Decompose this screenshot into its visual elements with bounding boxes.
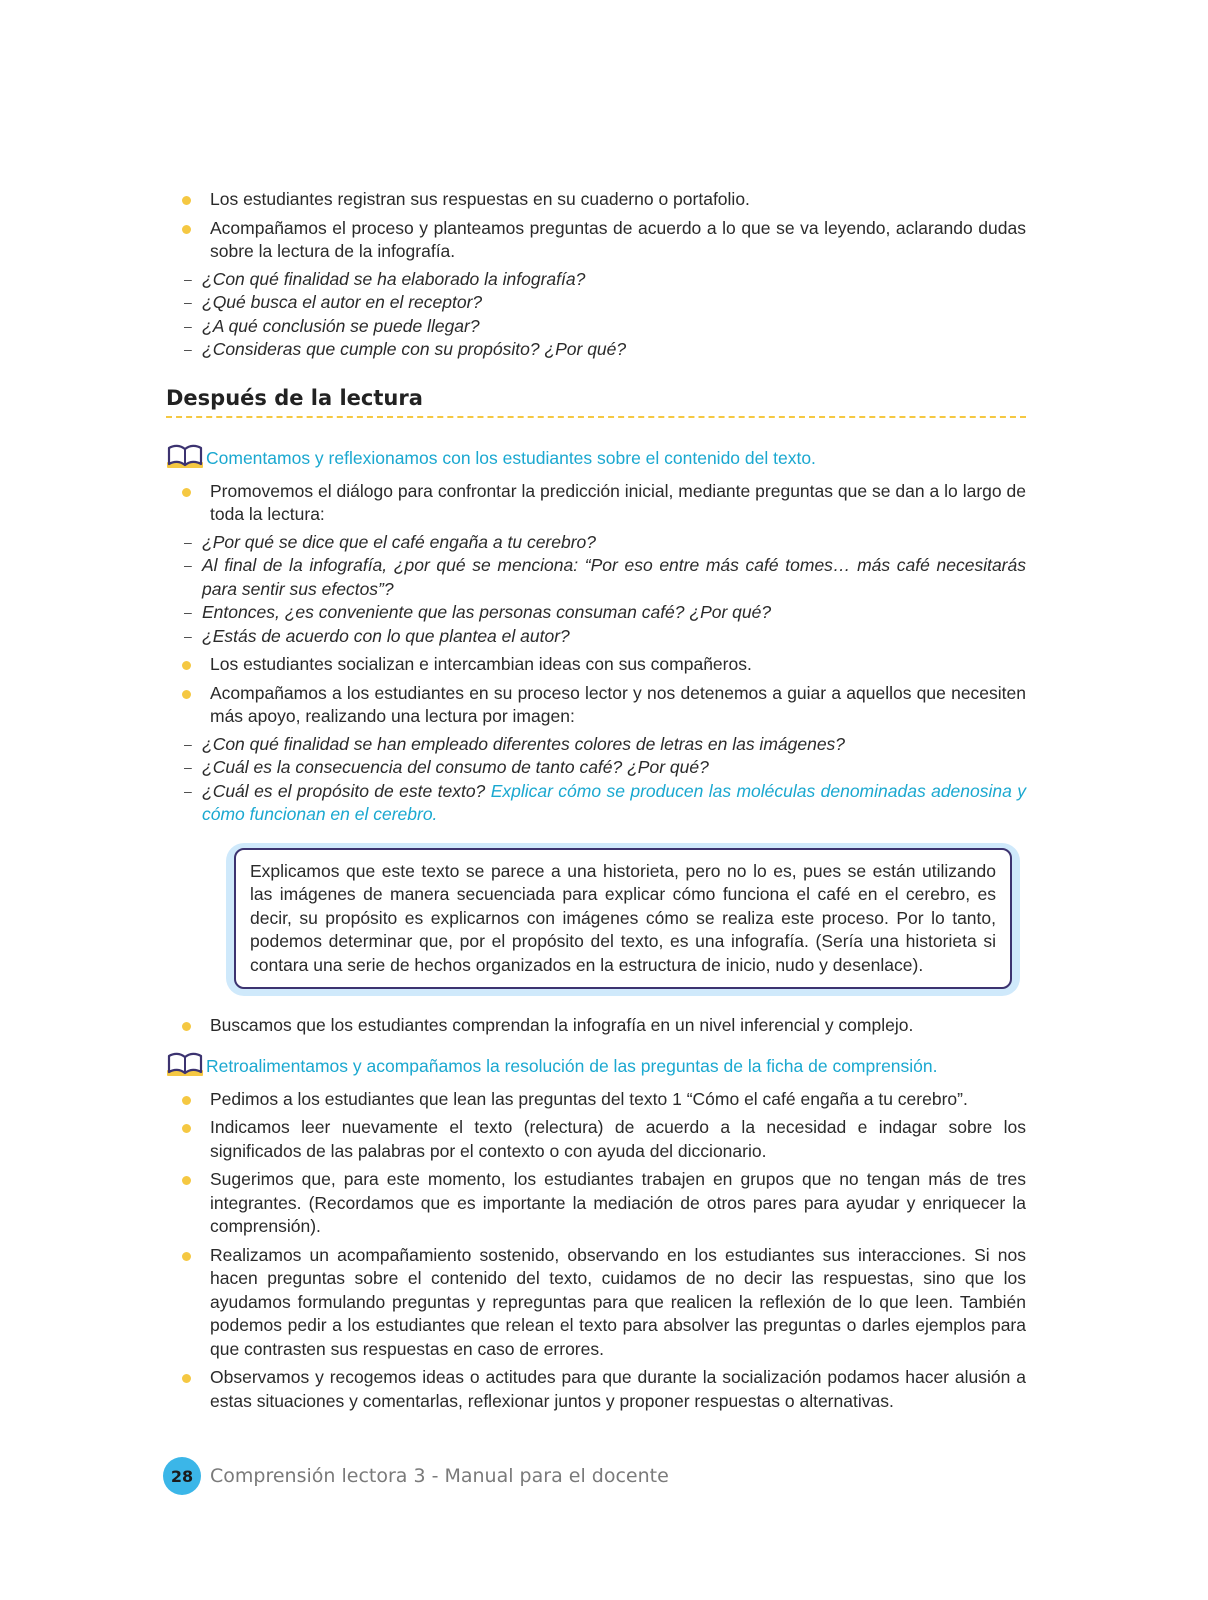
dash-icon: – bbox=[184, 782, 192, 799]
bullet-text: Acompañamos el proceso y planteamos preguntas de acuerdo a lo que se va leyendo, aclarando dudas sobre la lectura de la infografía. bbox=[210, 217, 1026, 261]
question-text: ¿Cuál es el propósito de este texto? bbox=[202, 780, 486, 801]
bullet-text: Realizamos un acompañamiento sostenido, observando en los estudiantes sus interacciones. Si nos hacen preguntas sobre el contenido del texto, cuidamos de no decir las respuestas, sino que los ayudamos formulando preguntas y repreguntas para que realicen la reflexión de lo que leen. También podemos pedir a los estudiantes que relean el texto para absolver las preguntas o darles ejemplos para que contrasten sus respuestas en caso de errores. bbox=[210, 1244, 1026, 1359]
bullet-list-after-callout bbox=[166, 1014, 1026, 1038]
bullet-list-1 bbox=[166, 480, 1026, 827]
intro-line-2 bbox=[166, 1052, 1026, 1078]
question-item bbox=[184, 625, 1026, 649]
list-item bbox=[166, 1088, 1026, 1112]
intro-text: Comentamos y reflexionamos con los estudiantes sobre el contenido del texto. bbox=[206, 447, 816, 468]
list-item bbox=[166, 1168, 1026, 1239]
question-list bbox=[184, 268, 1026, 362]
question-item bbox=[184, 756, 1026, 780]
dash-icon: – bbox=[184, 317, 192, 334]
list-item bbox=[166, 1244, 1026, 1362]
bullet-text: Los estudiantes registran sus respuestas en su cuaderno o portafolio. bbox=[210, 189, 750, 209]
question-text: ¿Con qué finalidad se ha elaborado la infografía? bbox=[202, 268, 586, 289]
dash-icon: – bbox=[184, 557, 192, 573]
dash-icon: – bbox=[184, 735, 192, 752]
question-item bbox=[184, 601, 1026, 625]
dash-icon: – bbox=[184, 759, 192, 775]
question-text: ¿Con qué finalidad se han empleado diferentes colores de letras en las imágenes? bbox=[202, 733, 846, 754]
answer-text: Explicar cómo se producen las moléculas denominadas adenosina y cómo funcionan en el cerebro. bbox=[202, 780, 1026, 824]
dash-icon: – bbox=[184, 627, 192, 644]
bullet-dot-icon bbox=[182, 1022, 191, 1031]
dash-icon: – bbox=[184, 533, 192, 550]
question-text: ¿Qué busca el autor en el receptor? bbox=[202, 292, 483, 312]
list-item bbox=[166, 682, 1026, 827]
question-text: ¿Cuál es la consecuencia del consumo de tanto café? ¿Por qué? bbox=[202, 757, 709, 777]
intro-line-1 bbox=[166, 444, 1026, 470]
open-book-icon bbox=[166, 1052, 204, 1078]
bullet-text: Los estudiantes socializan e intercambian ideas con sus compañeros. bbox=[210, 654, 752, 674]
list-item bbox=[166, 1366, 1026, 1413]
question-item bbox=[184, 780, 1026, 827]
bullet-text: Indicamos leer nuevamente el texto (relectura) de acuerdo a la necesidad e indagar sobre los significados de las palabras por el contexto o con ayuda del diccionario. bbox=[210, 1117, 1026, 1161]
question-text: Al final de la infografía, ¿por qué se menciona: “Por eso entre más café tomes… más café necesitarás para sentir sus efectos”? bbox=[202, 555, 1026, 599]
bullet-dot-icon bbox=[182, 1096, 191, 1105]
top-bullet-list bbox=[166, 188, 1026, 362]
question-item bbox=[184, 315, 1026, 339]
question-item bbox=[184, 531, 1026, 555]
list-item bbox=[166, 188, 1026, 212]
bullet-text: Observamos y recogemos ideas o actitudes para que durante la socialización podamos hacer alusión a estas situaciones y comentarlas, reflexionar juntos y proponer respuestas o alternativas. bbox=[210, 1367, 1026, 1411]
bullet-text: Pedimos a los estudiantes que lean las preguntas del texto 1 “Cómo el café engaña a tu cerebro”. bbox=[210, 1088, 968, 1109]
question-list bbox=[184, 531, 1026, 649]
bullet-text: Sugerimos que, para este momento, los estudiantes trabajen en grupos que no tengan más de tres integrantes. (Recordamos que es importante la mediación de otros pares para ayudar y enriquecer la comprensión). bbox=[210, 1169, 1026, 1236]
bullet-text: Acompañamos a los estudiantes en su proceso lector y nos detenemos a guiar a aquellos que necesiten más apoyo, realizando una lectura por imagen: bbox=[210, 682, 1026, 726]
bullet-text: Buscamos que los estudiantes comprendan la infografía en un nivel inferencial y complejo. bbox=[210, 1015, 914, 1035]
question-item bbox=[184, 268, 1026, 292]
bullet-dot-icon bbox=[182, 488, 191, 497]
list-item bbox=[166, 653, 1026, 677]
page-footer bbox=[163, 1457, 669, 1495]
dash-icon: – bbox=[184, 270, 192, 287]
bullet-dot-icon bbox=[182, 196, 191, 205]
bullet-dot-icon bbox=[182, 1176, 191, 1185]
list-item bbox=[166, 1014, 1026, 1038]
bullet-list-2 bbox=[166, 1088, 1026, 1414]
question-item bbox=[184, 338, 1026, 362]
bullet-dot-icon bbox=[182, 661, 191, 670]
page-content bbox=[166, 188, 1026, 1418]
dash-icon: – bbox=[184, 294, 192, 310]
bullet-dot-icon bbox=[182, 690, 191, 699]
question-text: Entonces, ¿es conveniente que las personas consuman café? ¿Por qué? bbox=[202, 602, 772, 622]
bullet-dot-icon bbox=[182, 1252, 191, 1261]
list-item bbox=[166, 217, 1026, 362]
question-text: ¿Por qué se dice que el café engaña a tu cerebro? bbox=[202, 531, 597, 552]
bullet-dot-icon bbox=[182, 1124, 191, 1133]
question-text: ¿Estás de acuerdo con lo que plantea el autor? bbox=[202, 625, 570, 646]
callout-box bbox=[226, 843, 1020, 997]
footer-title: Comprensión lectora 3 - Manual para el docente bbox=[210, 1465, 669, 1487]
section-title: Después de la lectura bbox=[166, 385, 423, 410]
dash-icon: – bbox=[184, 341, 192, 357]
list-item bbox=[166, 480, 1026, 649]
list-item bbox=[166, 1116, 1026, 1163]
section-divider bbox=[166, 416, 1026, 418]
bullet-dot-icon bbox=[182, 225, 191, 234]
intro-text: Retroalimentamos y acompañamos la resolución de las preguntas de la ficha de comprensión. bbox=[206, 1055, 938, 1076]
question-text: ¿Consideras que cumple con su propósito? ¿Por qué? bbox=[202, 339, 627, 359]
open-book-icon bbox=[166, 444, 204, 470]
page-number-badge: 28 bbox=[163, 1457, 201, 1495]
bullet-text: Promovemos el diálogo para confrontar la predicción inicial, mediante preguntas que se dan a lo largo de toda la lectura: bbox=[210, 480, 1026, 524]
dash-icon: – bbox=[184, 604, 192, 620]
callout-text: Explicamos que este texto se parece a una historieta, pero no lo es, pues se están utilizando las imágenes de manera secuenciada para explicar cómo funciona el café en el cerebro, es decir, su propósito es explicarnos con imágenes cómo se realiza este proceso. Por lo tanto, podemos determinar que, por el propósito del texto, es una infografía. (Sería una historieta si contara una serie de hechos organizados en la estructura de inicio, nudo y desenlace). bbox=[234, 848, 1012, 990]
question-text: ¿A qué conclusión se puede llegar? bbox=[202, 315, 480, 336]
question-item bbox=[184, 291, 1026, 315]
bullet-dot-icon bbox=[182, 1374, 191, 1383]
question-list bbox=[184, 733, 1026, 827]
question-item bbox=[184, 554, 1026, 601]
question-item bbox=[184, 733, 1026, 757]
